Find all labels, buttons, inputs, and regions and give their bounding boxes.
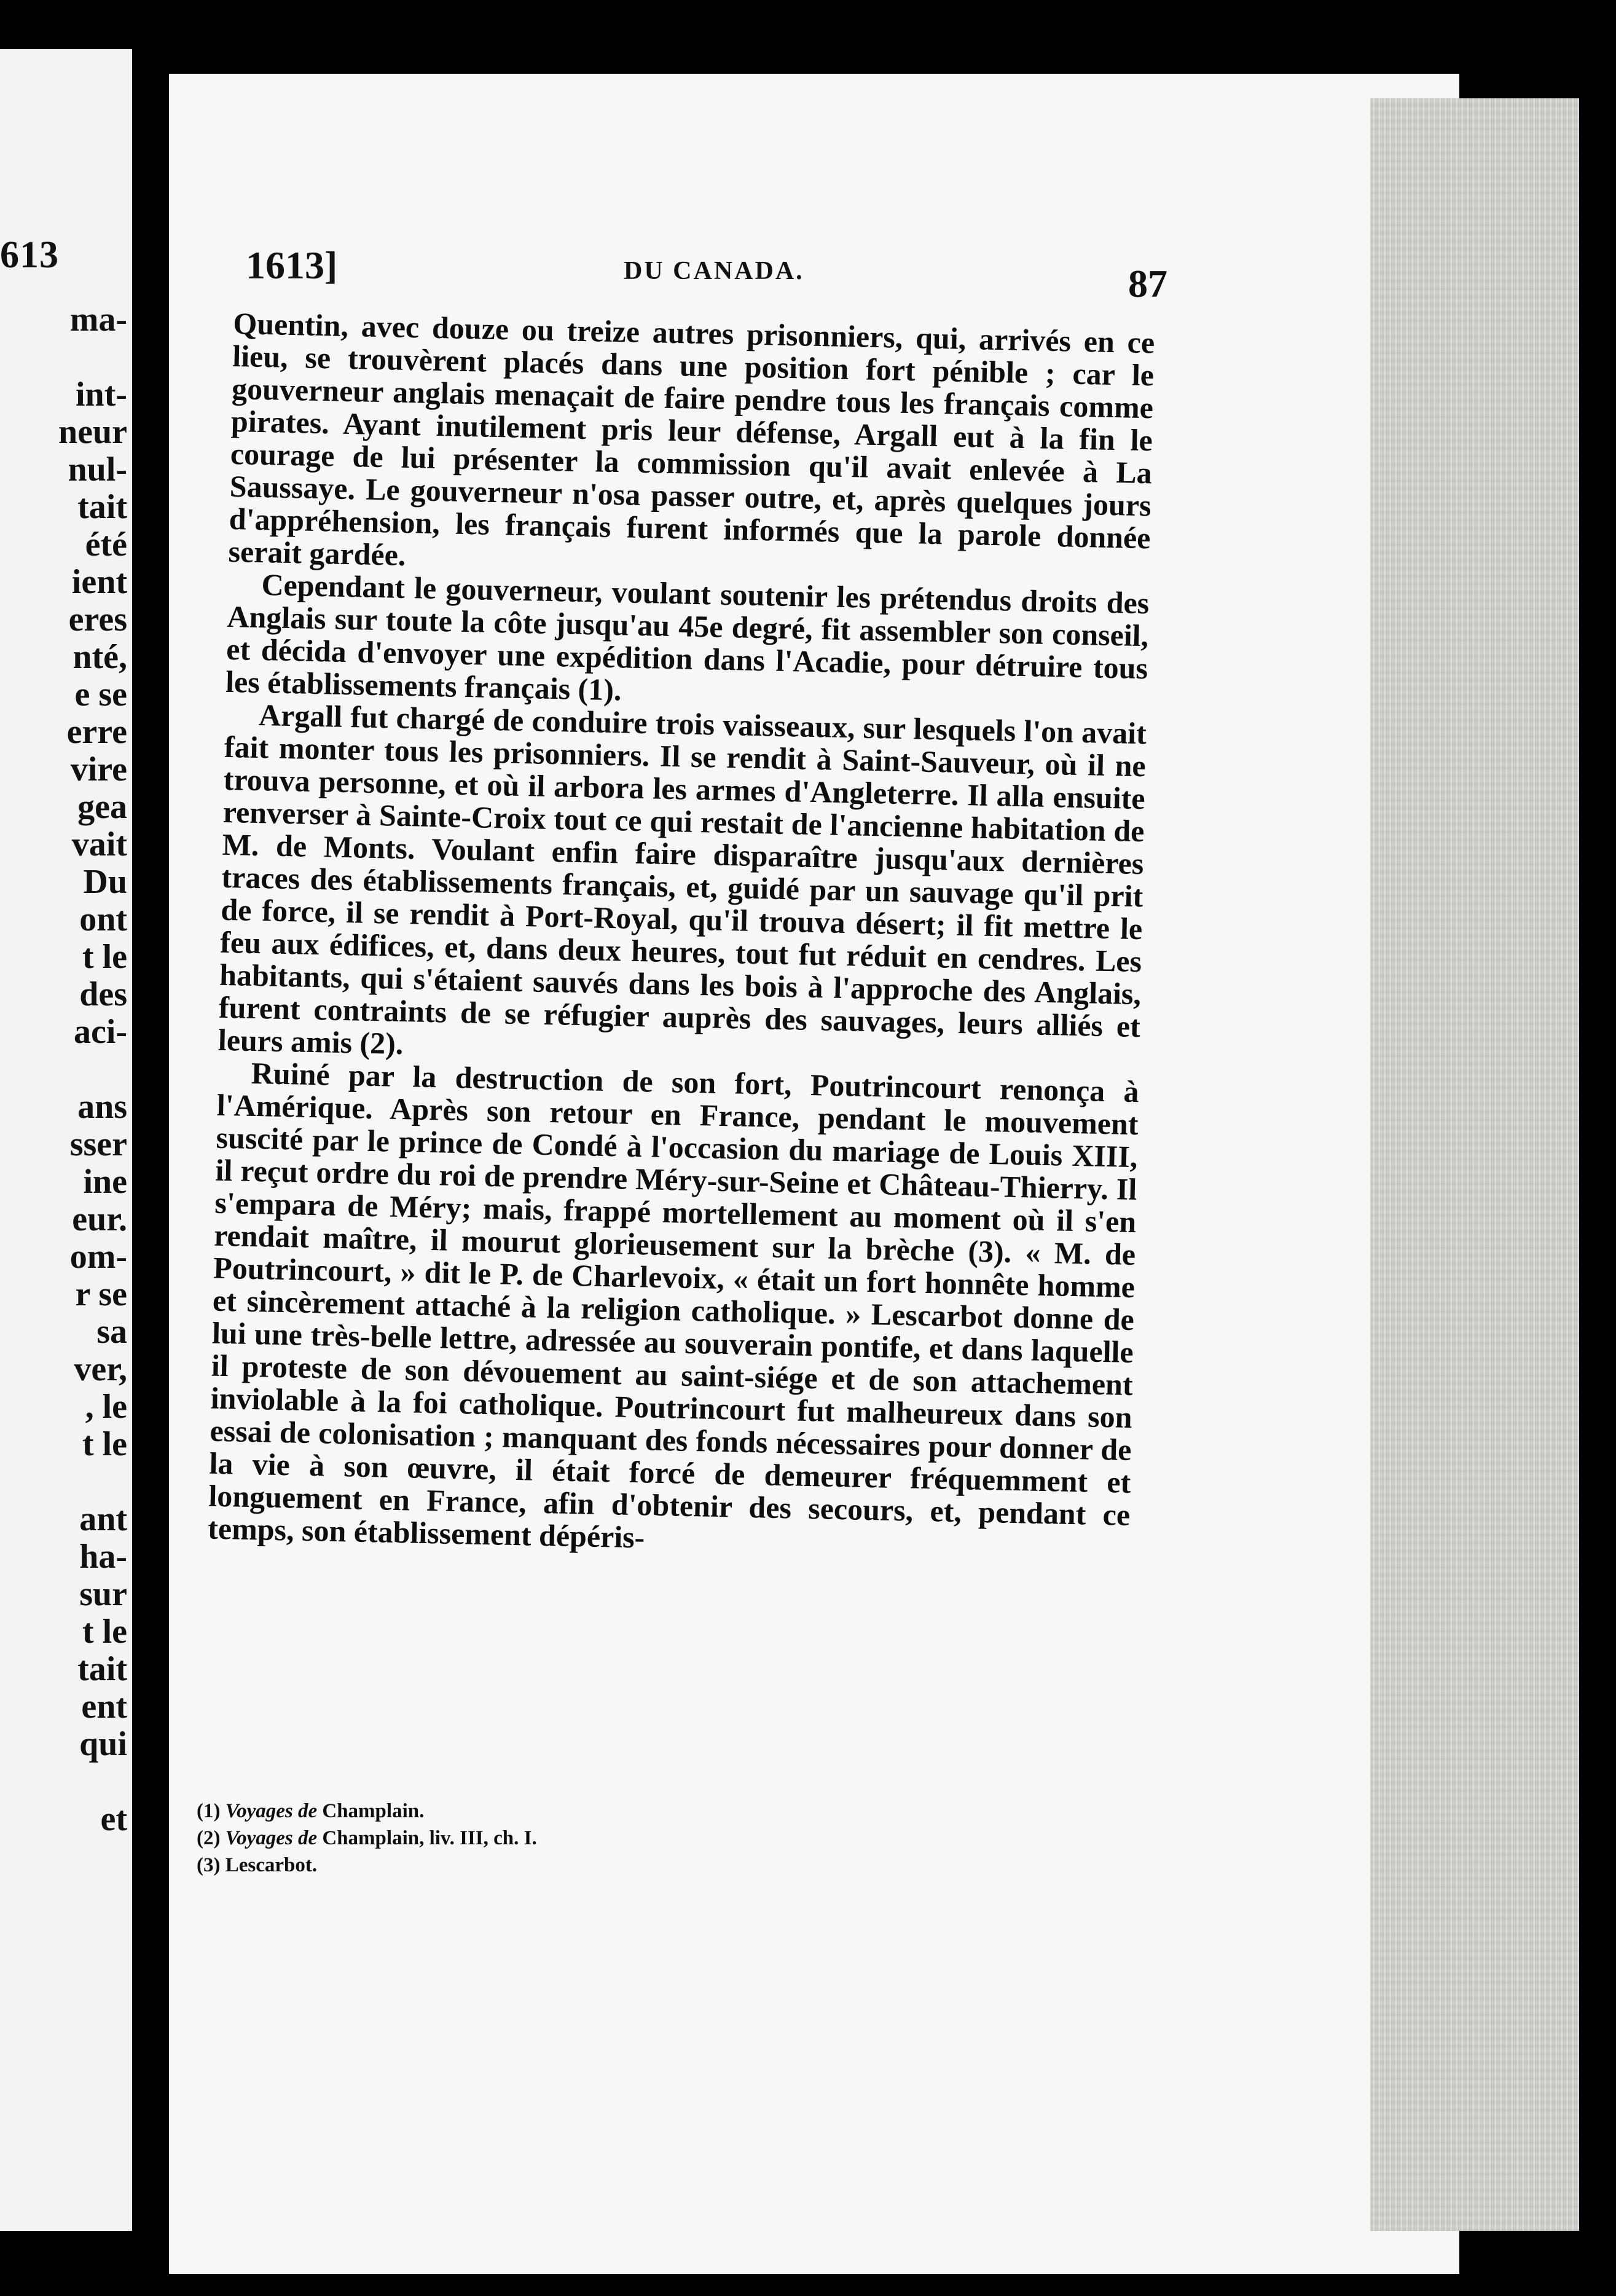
facing-page-line: ient [71,563,127,601]
facing-page-line [58,1051,127,1088]
footnote-number: (2) [197,1827,221,1849]
facing-page-line: t le [82,1425,127,1463]
facing-page-line: neur [58,413,127,451]
footnote-number: (1) [197,1800,221,1822]
running-head-year: 1613] [246,243,338,287]
footnote [197,1798,995,1825]
footnote [197,1825,995,1852]
facing-page-line: , le [85,1388,127,1426]
footnote [197,1852,995,1879]
facing-page-line: été [85,525,127,564]
facing-page-line: sa [96,1313,127,1351]
facing-page-line: des [79,975,127,1013]
facing-page-line: eur. [72,1200,127,1238]
facing-page-line: ont [79,900,127,938]
facing-page-line: sur [79,1575,127,1613]
page-number: 87 [1128,262,1167,305]
facing-page-line: Du [83,863,127,901]
facing-page-line: gea [77,788,127,826]
facing-page-line: vait [71,825,127,863]
facing-page-line: int- [76,375,127,414]
facing-page-header: 613 [0,234,59,276]
facing-page-line: ma- [69,301,127,339]
paragraph: Quentin, avec douze ou treize autres prisonniers, qui, arrivés en ce lieu, se trouvèrent placés dans une position fort pénible ; car le gouverneur anglais menaçait de faire pendre tous les français comme pirates. Ayant inutilement pris leur défense, Argall eut à la fin le courage de lui présenter la commission qu'il avait enlevée à La Saussaye. Le gouverneur n'osa passer outre, et, après quelques jours d'appréhension, les français furent informés que la parole donnée serait gardée. [228,306,1155,572]
footnote-text: Champlain. [322,1800,425,1822]
footnote-number: (3) [197,1854,221,1876]
footnotes [197,1798,995,1879]
facing-page-line [58,339,127,376]
footnote-text: Champlain, liv. III, ch. I. [322,1827,537,1849]
facing-page-line: ine [83,1163,127,1201]
facing-page-line: et [100,1800,127,1838]
facing-page-line: ant [79,1500,127,1538]
facing-page-line [58,1463,127,1501]
facing-page-line: aci- [73,1013,127,1051]
page-edges [1370,98,1579,2231]
facing-page-line: vire [70,750,127,788]
facing-page-line: nté, [73,638,127,676]
facing-page-line: ent [81,1688,127,1726]
facing-page-line: om- [69,1238,127,1276]
body-text [208,307,1155,1564]
running-head [246,243,1167,305]
paragraph: Argall fut chargé de conduire trois vaisseaux, sur lesquels l'on avait fait monter tous les prisonniers. Il se rendit à Saint-Sauveur, où il ne trouva personne, et où il arbora les armes d'Angleterre. Il alla ensuite renverser à Sainte-Croix tout ce qui restait de l'ancienne habitation de M. de Monts. Voulant enfin faire disparaître jusqu'aux dernières traces des établissements français, et, guidé par un sauvage qu'il prit de force, il se rendit à Port-Royal, qu'il trouva désert; il fit mettre le feu aux édifices, et, dans deux heures, tout fut réduit en cendres. Les habitants, qui s'étaient sauvés dans les bois à l'approche des Anglais, furent contraints de se réfugier auprès des sauvages, leurs alliés et leurs amis (2). [218,698,1147,1061]
facing-page-line: t le [82,938,127,976]
facing-page-line: tait [77,488,127,526]
facing-page-line [58,1763,127,1801]
facing-page-line-ends [58,301,127,1838]
facing-page-line: erre [66,713,127,751]
facing-page-line: qui [79,1725,127,1763]
footnote-text: Lescarbot. [225,1854,318,1876]
running-head-title: DU CANADA. [624,257,804,285]
facing-page-line: sser [69,1125,127,1163]
facing-page-line: e se [74,675,127,714]
facing-page-line: nul- [68,450,127,489]
footnote-work: Voyages de [225,1800,318,1822]
footnote-work: Voyages de [225,1827,318,1849]
facing-page-line: r se [75,1275,127,1313]
facing-page-line: ha- [79,1538,127,1576]
facing-page-line: ans [77,1088,127,1126]
facing-page-fragment [0,49,132,2231]
facing-page-line: eres [68,600,127,639]
facing-page-line: tait [77,1650,127,1688]
paragraph: Ruiné par la destruction de son fort, Poutrincourt renonça à l'Amérique. Après son retour en France, pendant le mouvement suscité par le prince de Condé à l'occasion du mariage de Louis XIII, il reçut ordre du roi de prendre Méry-sur-Seine et Château-Thierry. Il s'empara de Méry; mais, frappé mortellement au moment où il s'en rendait maître, il mourut glorieusement sur la brèche (3). « M. de Poutrincourt, » dit le P. de Charlevoix, « était un fort honnête homme et sincèrement attaché à la religion catholique. » Lescarbot donne de lui une très-belle lettre, adressée au souverain pontife, et dans laquelle il proteste de son dévouement au saint-siége et de son attachement inviolable à la foi catholique. Poutrincourt fut malheureux dans son essai de colonisation ; manquant des fonds nécessaires pour donner de la vie à son œuvre, il était forcé de demeurer fréquemment et longuement en France, afin d'obtenir des secours, et, pendant ce temps, son établissement dépéris- [207,1055,1140,1555]
facing-page-line: t le [82,1613,127,1651]
paragraph: Cependant le gouverneur, voulant soutenir les prétendus droits des Anglais sur toute la côte jusqu'au 45e degré, fit assembler son conseil, et décida d'envoyer une expédition dans l'Acadie, pour détruire tous les établissements français (1). [225,567,1150,707]
facing-page-line: ver, [74,1350,127,1388]
